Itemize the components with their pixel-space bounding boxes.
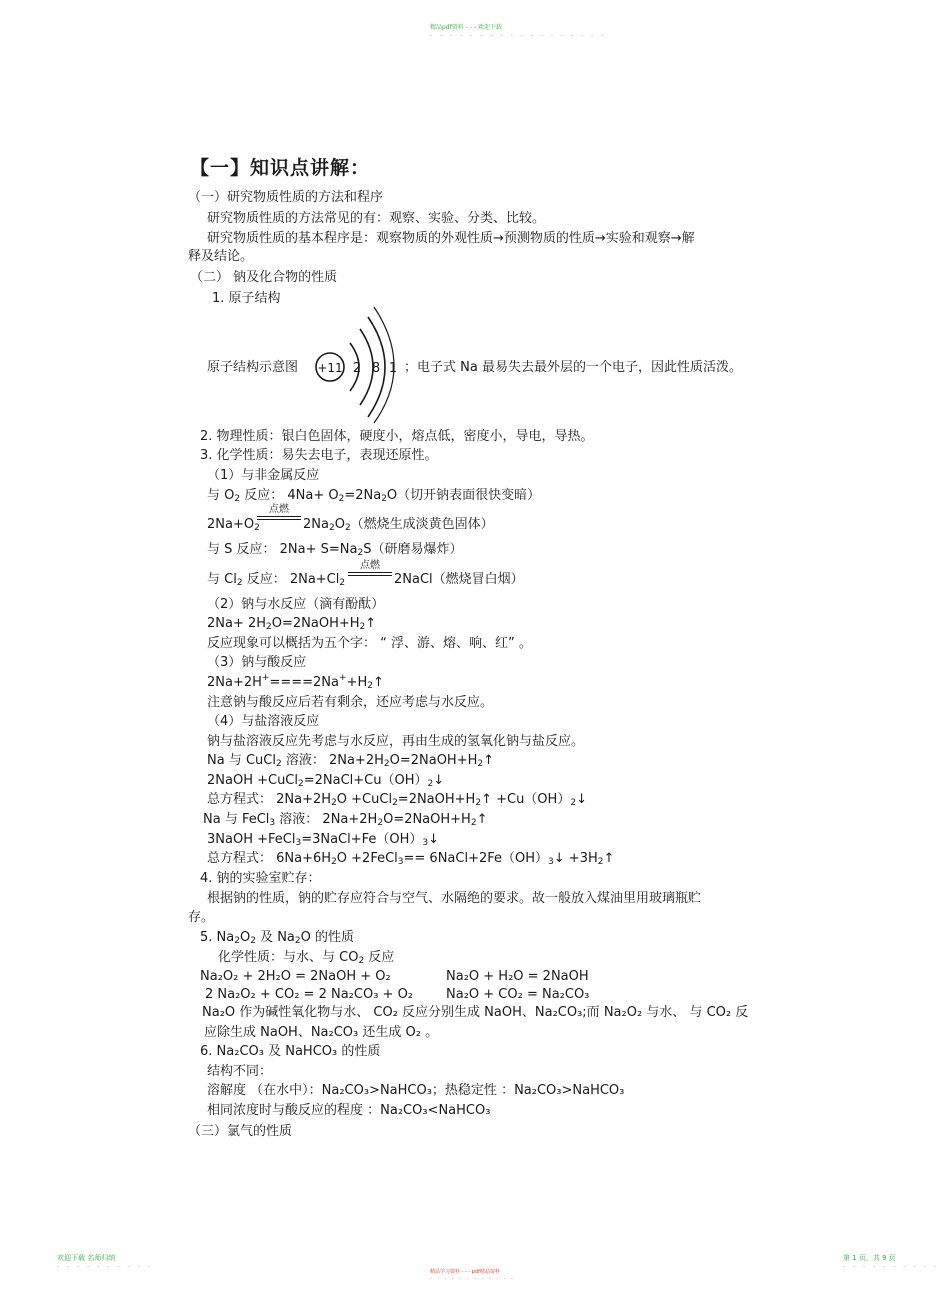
reaction-4-title: （4）与盐溶液反应 — [207, 714, 320, 729]
atom-note: ；电子式 Na 最易失去最外层的一个电子，因此性质活泼。 — [404, 360, 742, 375]
structure-text: 结构不同： — [207, 1064, 273, 1079]
footer-center: 精品学习资料 - - - pdf精品资料 — [430, 1269, 500, 1275]
basic-oxide-text: Na₂O 作为碱性氧化物与水、 CO₂ 反应分别生成 NaOH、Na₂CO₃;而 Na₂O₂ 与水、 与 CO₂ 反 — [202, 1005, 749, 1020]
procedure-text: 研究物质性质的基本程序是：观察物质的外观性质→预测物质的性质→实验和观察→解 — [207, 231, 695, 246]
acid-rate-text: 相同浓度时与酸反应的程度 ：Na₂CO₃<NaHCO₃ — [207, 1103, 491, 1118]
reaction-sulfur: 与 S 反应： $2Na+ S=Na_2S$（研磨易爆炸） — [207, 542, 463, 558]
reaction-fe-hydroxide: 3NaOH $+FeCl_3=3NaCl+Fe(OH)_3↓$ — [207, 832, 440, 848]
footer-right-dots: - - - - - - - - - - — [843, 1263, 939, 1270]
header-dots: - - - - - - - - - - - - - - - - - - — [430, 32, 607, 39]
item-physical-properties: 2. 物理性质：银白色固体，硬度小，熔点低，密度小，导电，导热。 — [200, 429, 594, 444]
reaction-acid: $2Na+2H^+====2Na^++H_2↑$ — [207, 673, 384, 691]
page-title: 【一】知识点讲解： — [190, 157, 371, 179]
item-sodium-oxides: 5. $Na_2O_2$ 及 $Na_2O$ 的性质 — [200, 930, 355, 946]
item-carbonates: 6. Na₂CO₃ 及 NaHCO₃ 的性质 — [200, 1044, 381, 1059]
section-3-title: （三）氯气的性质 — [188, 1124, 293, 1139]
shell-count: 8 — [371, 361, 381, 376]
reaction-chlorine-right: 2NaCl（燃烧冒白烟） — [394, 572, 524, 587]
reaction-fecl3: Na 与 FeCl$_3$ 溶液： $2Na+2H_2O=2NaOH+H_2↑$ — [203, 812, 488, 828]
atom-diagram-label: 原子结构示意图 — [207, 360, 299, 375]
reaction-cu-total: 总方程式： $2Na+2H_2O$ $+CuCl_2=2NaOH+H_2↑$ $+Cu(OH)_2↓$ — [207, 792, 587, 808]
methods-text: 研究物质性质的方法常见的有：观察、实验、分类、比较。 — [207, 211, 546, 226]
solubility-text: 溶解度 （在水中）：Na₂CO₃>NaHCO₃；热稳定性 ：Na₂CO₃>NaHCO₃ — [207, 1083, 625, 1098]
eq-na2o2-co2: 2 Na₂O₂ + CO₂ = 2 Na₂CO₃ + O₂ — [205, 987, 414, 1002]
reaction-water: $2Na+ 2H_2O=2NaOH+H_2↑$ — [207, 616, 377, 632]
ignite-label: 点燃 — [269, 504, 289, 515]
storage-text: 根据钠的性质，钠的贮存应符合与空气、水隔绝的要求。故一般放入煤油里用玻璃瓶贮 — [207, 891, 702, 906]
salt-note: 钠与盐溶液反应先考虑与水反应，再由生成的氢氧化钠与盐反应。 — [207, 734, 585, 749]
header-title: 精品pdf资料 - - - 欢迎下载 — [430, 24, 502, 31]
nucleus-charge: +11 — [317, 361, 343, 375]
procedure-text-cont: 释及结论。 — [188, 249, 254, 264]
reaction-cu-hydroxide: 2NaOH $+CuCl_2=2NaCl+Cu(OH)_2↓$ — [207, 773, 445, 789]
water-phenomena-note: 反应现象可以概括为五个字： “ 浮、游、熔、响、红” 。 — [207, 636, 532, 651]
footer-center-dots: - - - - - - - - - - - - — [430, 1276, 516, 1282]
item-storage: 4. 钠的实验室贮存： — [200, 871, 321, 886]
reaction-na2o2-right: $2Na_2O_2$（燃烧生成淡黄色固体） — [303, 517, 494, 533]
footer-page-number: 第 1 页，共 9 页 — [843, 1254, 896, 1262]
reaction-2-title: （2）钠与水反应（滴有酚酞） — [207, 597, 385, 612]
eq-na2o-water: Na₂O + H₂O = 2NaOH — [446, 969, 589, 984]
storage-text-cont: 存。 — [188, 910, 215, 925]
acid-note: 注意钠与酸反应后若有剩余，还应考虑与水反应。 — [207, 695, 494, 710]
shell-count: 1 — [388, 361, 398, 376]
reaction-1-title: （1）与非金属反应 — [207, 468, 320, 483]
footer-left: 欢迎下载 名师归纳 — [57, 1254, 116, 1262]
ignite-label: 点燃 — [360, 560, 380, 571]
basic-oxide-text-cont: 应除生成 NaOH、Na₂CO₃ 还生成 O₂ 。 — [204, 1025, 439, 1040]
section-2-title: （二） 钠及化合物的性质 — [190, 270, 338, 285]
oxide-chem-properties: 化学性质：与水、与 $CO_2$ 反应 — [218, 950, 395, 966]
eq-na2o-co2: Na₂O + CO₂ = Na₂CO₃ — [446, 987, 590, 1002]
item-atomic-structure: 1. 原子结构 — [212, 291, 281, 306]
eq-na2o2-water: Na₂O₂ + 2H₂O = 2NaOH + O₂ — [200, 969, 391, 984]
shell-count: 2 — [352, 361, 362, 376]
item-chemical-properties: 3. 化学性质：易失去电子，表现还原性。 — [200, 448, 438, 463]
reaction-fe-total: 总方程式： $6Na+6H_2O$ +2FeCl$_3$== $6NaCl+2Fe(OH)_3↓$ $+3H_2↑$ — [207, 851, 615, 867]
section-1-title: （一）研究物质性质的方法和程序 — [188, 190, 384, 205]
reaction-cucl2: Na 与 CuCl$_2$ 溶液： $2Na+2H_2O=2NaOH+H_2↑$ — [207, 753, 495, 769]
reaction-o2: 与 $O_2$ 反应： $4Na+ O_2=2Na_2O$（切开钠表面很快变暗） — [207, 488, 541, 504]
footer-left-dots: - - - - - - - - - - — [57, 1263, 153, 1270]
reaction-3-title: （3）钠与酸反应 — [207, 655, 307, 670]
reaction-chlorine-left: 与 $Cl_2$ 反应： $2Na+Cl_2$ — [207, 572, 346, 588]
atom-structure-diagram — [310, 305, 410, 425]
reaction-na2o2-left: $2Na+O_2$ — [207, 517, 260, 533]
